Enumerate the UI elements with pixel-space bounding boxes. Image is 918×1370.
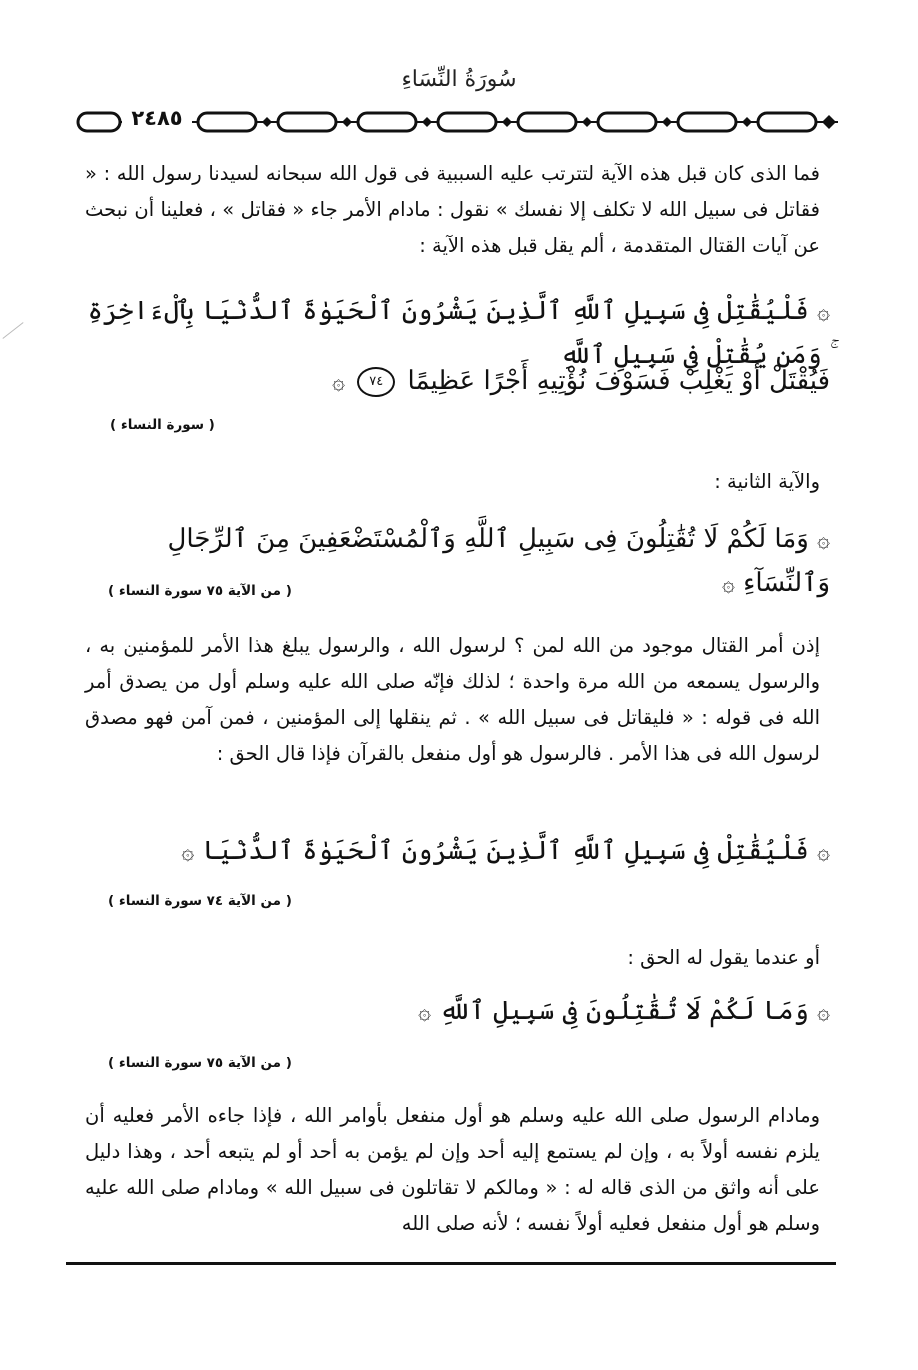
verse-2-reference: ( من الآية ٧٥ سورة النساء ) — [108, 583, 292, 599]
verse-ornament-icon: ۞ — [332, 370, 346, 395]
verse-ornament-icon: ۞ — [418, 1000, 432, 1025]
paragraph-5: ومادام الرسول صلى الله عليه وسلم هو أول منفعل بأوامر الله ، فإذا جاءه الأمر فعليه أن يلزم نفسه أولاً به ، وإن لم يستمع إليه أحد وإن لم يؤمن به أحد أو لم يتبعه أحد ، وهذا دليل على أنه واثق من الذى قاله له : « ومالكم لا تقاتلون فى سبيل الله » ومادام صلى الله عليه وسلم هو أول منفعل فعليه أولاً نفسه ؛ لأنه صلى الله — [85, 1104, 820, 1235]
paragraph-2-intro: والآية الثانية : — [714, 470, 820, 493]
verse-1-line-2 — [240, 360, 830, 404]
verse-ornament-icon: ۞ — [817, 1000, 830, 1025]
verse-1-text-line-1: فَلْيُقَٰتِلْ فِى سَبِيلِ ٱللَّهِ ٱلَّذِينَ يَشْرُونَ ٱلْحَيَوٰةَ ٱلدُّنْيَا بِٱلْءَاخِرَةِ ۚ وَمَن يُقَٰتِلْ فِى سَبِيلِ ٱللَّهِ — [87, 296, 830, 370]
verse-2-text: وَمَا لَكُمْ لَا تُقَٰتِلُونَ فِى سَبِيلِ ٱللَّهِ وَٱلْمُسْتَضْعَفِينَ مِنَ ٱلرِّجَالِ وَٱلنِّسَآءِ — [167, 524, 830, 598]
verse-ornament-icon: ۞ — [181, 840, 195, 865]
ayah-number-badge: ٧٤ — [357, 367, 395, 397]
verse-3 — [85, 830, 830, 874]
paragraph-3: إذن أمر القتال موجود من الله لمن ؟ لرسول الله ، والرسول يبلغ هذا الأمر للمؤمنين به ، والرسول يسمعه من الله مرة واحدة ؛ لذلك فإنّه صلى الله عليه وسلم أول من يصدق أمر الله فى قوله : « فليقاتل فى سبيل الله » . ثم ينقلها إلى المؤمنين ، فمن آمن فهو مصدق لرسول الله فى هذا الأمر . فالرسول هو أول منفعل بالقرآن فإذا قال الحق : — [85, 634, 820, 765]
page-number: ٢٤٨٥ — [122, 103, 192, 133]
verse-1-reference: ( سورة النساء ) — [110, 417, 215, 433]
footer-rule — [66, 1262, 836, 1265]
verse-4-text: وَمَا لَكُمْ لَا تُقَٰتِلُونَ فِى سَبِيلِ ٱللَّهِ — [439, 996, 809, 1026]
verse-3-reference: ( من الآية ٧٤ سورة النساء ) — [108, 893, 292, 909]
scan-artifact-line — [2, 322, 23, 339]
verse-3-text: فَلْيُقَٰتِلْ فِى سَبِيلِ ٱللَّهِ ٱلَّذِينَ يَشْرُونَ ٱلْحَيَوٰةَ ٱلدُّنْيَا — [202, 836, 809, 866]
verse-4 — [85, 990, 830, 1034]
verse-1-text-line-2: فَيُقْتَلْ أَوْ يَغْلِبْ فَسَوْفَ نُؤْتِيهِ أَجْرًا عَظِيمًا — [407, 366, 830, 396]
verse-ornament-icon: ۞ — [721, 572, 735, 597]
paragraph-4-intro: أو عندما يقول له الحق : — [627, 946, 820, 969]
verse-ornament-icon: ۞ — [817, 840, 830, 865]
verse-4-reference: ( من الآية ٧٥ سورة النساء ) — [108, 1055, 292, 1071]
verse-ornament-icon: ۞ — [817, 300, 830, 325]
paragraph-1: فما الذى كان قبل هذه الآية لتترتب عليه السببية فى قول الله سبحانه لسيدنا رسول الله : « فقاتل فى سبيل الله لا تكلف إلا نفسك » نقول : مادام الأمر جاء « فقاتل » ، فعلينا أن نبحث عن آيات القتال المتقدمة ، ألم يقل قبل هذه الآية : — [85, 162, 820, 257]
verse-ornament-icon: ۞ — [817, 528, 830, 553]
surah-title: سُورَةُ النِّسَاءِ — [401, 67, 517, 92]
